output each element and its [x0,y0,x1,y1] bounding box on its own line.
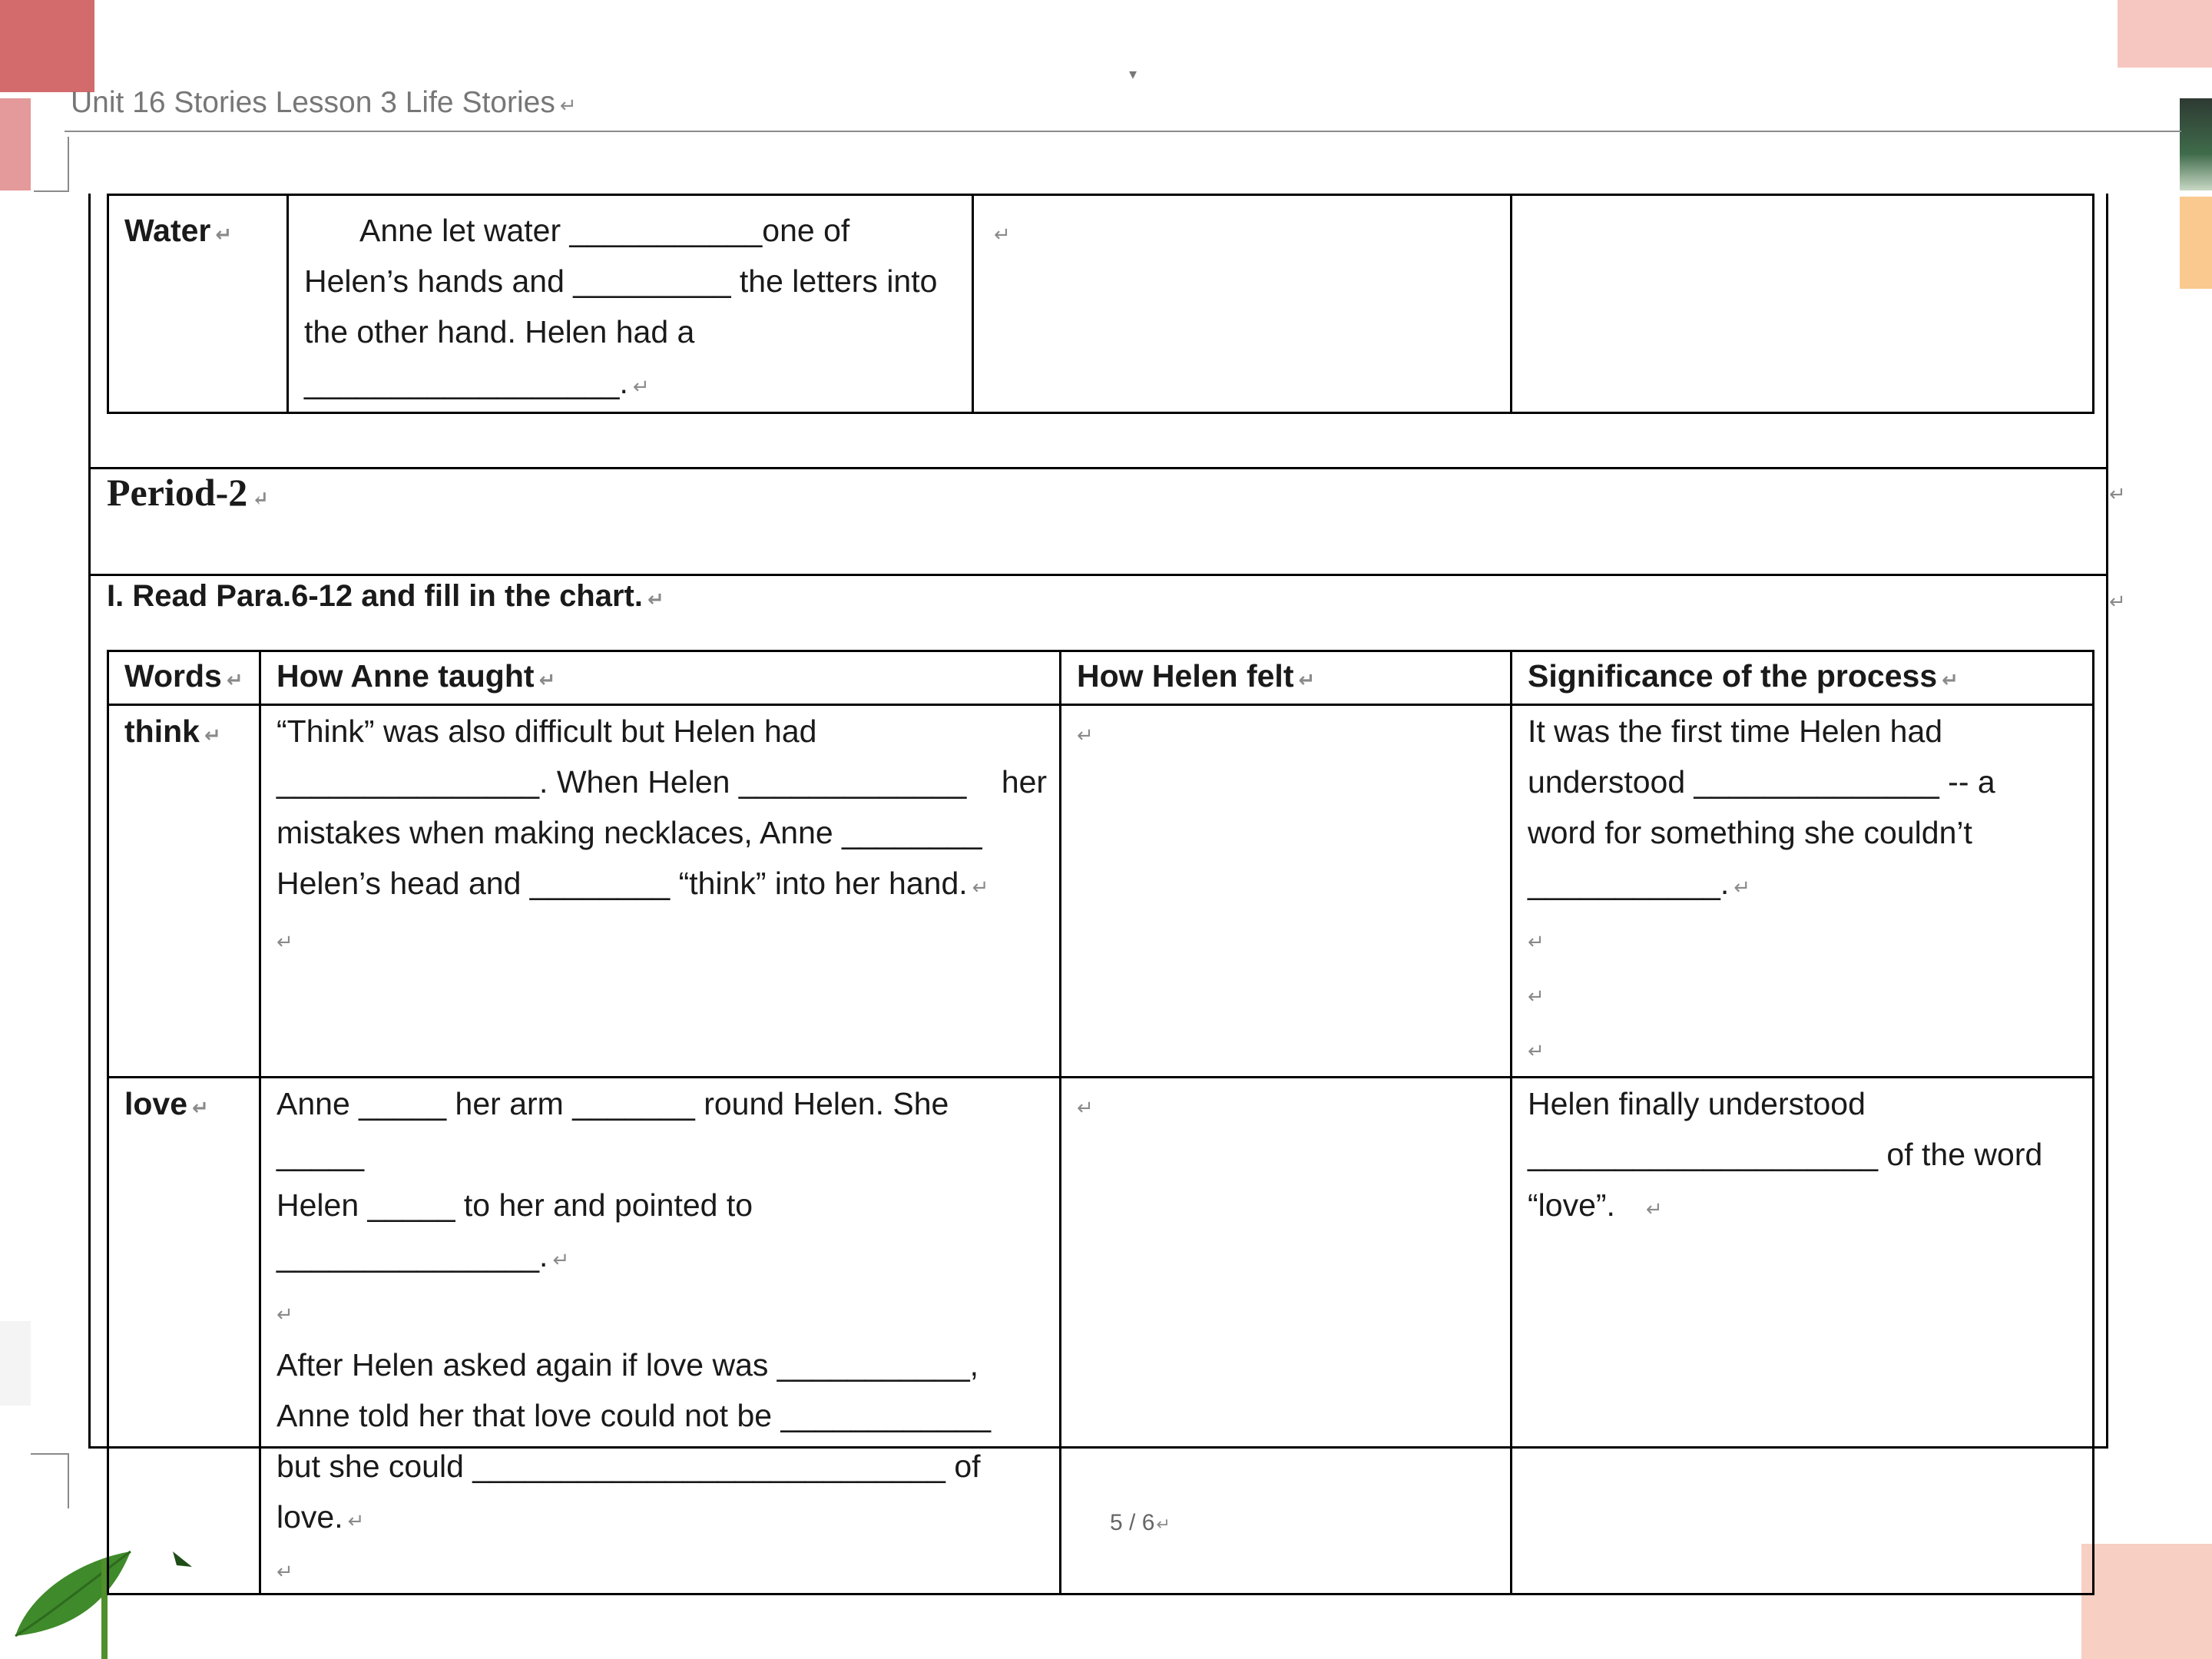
text-line: After Helen asked again if love was ___________, [276,1347,979,1382]
table-row [108,1078,2094,1594]
row-mark-icon: ↵ [2109,482,2126,505]
text-line: mistakes when making necklaces, Anne ________ [276,815,982,850]
header-rule [65,131,2181,132]
section-heading-text: I. Read Para.6-12 and fill in the chart. [107,579,643,613]
section-heading [107,579,664,614]
section-divider [88,467,2108,469]
page-header [71,86,577,120]
decorative-corner-top-left [0,0,94,92]
header-text: How Anne taught [276,658,535,694]
header-title: Unit 16 Stories Lesson 3 Life Stories [71,86,555,119]
text-line: understood ______________ -- a [1528,764,1995,800]
empty-line [276,1285,1044,1339]
text-line [276,858,1044,912]
ruler-tick-icon: ▾ [1129,66,1137,83]
text-line-content: Helen’s head and ________ “think” into her hand. [276,866,968,901]
cell-mark-icon: ↵ [1942,668,1959,691]
cell-mark-icon: ↵ [552,1248,570,1271]
word-label: think [124,714,200,749]
empty-line [276,912,1044,967]
cell-mark-icon: ↵ [1645,1197,1663,1220]
significance-cell [1512,195,2094,413]
text-line: “Think” was also difficult but Helen had [276,714,817,749]
empty-line [1528,1022,2077,1076]
word-cell [108,705,260,1078]
cell-mark-icon: ↵ [1077,1096,1094,1119]
how-helen-felt-cell [1061,705,1512,1078]
column-header-how-anne-taught [260,651,1061,705]
cell-mark-icon: ↵ [204,724,221,747]
water-table [107,194,2094,414]
cell-mark-icon: ↵ [1528,930,1545,953]
text-line: word for something she couldn’t [1528,815,1972,850]
text-line [276,1230,1044,1285]
cell-mark-icon: ↵ [276,1303,293,1326]
row-mark-icon: ↵ [2109,590,2126,613]
header-text: How Helen felt [1077,658,1294,694]
text-line-content: _______________. [276,1238,548,1273]
cell-mark-icon: ↵ [215,223,233,246]
significance-cell [1512,705,2094,1078]
crop-mark-top-left [34,137,69,192]
text-line-content: “love”. [1528,1187,1615,1223]
decorative-block-right [2180,197,2212,289]
word-cell [108,1078,260,1594]
column-header-words [108,651,260,705]
header-text: Significance of the process [1528,658,1938,694]
paragraph-mark-icon: ↵ [559,94,577,117]
word-label: love [124,1086,188,1121]
text-line: Anne _____ her arm _______ round Helen. She _____ [276,1086,949,1172]
column-header-significance [1512,651,2094,705]
paragraph-mark-icon: ↵ [1156,1515,1171,1534]
text-line-content: ___________. [1528,866,1730,901]
cell-mark-icon: ↵ [1528,985,1545,1008]
text-line: Helen finally understood [1528,1086,1866,1121]
text-line [1528,1180,2077,1234]
page-number-text: 5 / 6 [1110,1510,1155,1535]
empty-line [276,1546,1044,1593]
word-label: Water [124,213,211,248]
paragraph-mark-icon: ↵ [647,588,664,611]
section-divider [88,574,2108,576]
cell-mark-icon: ↵ [1528,1039,1545,1062]
cell-mark-icon: ↵ [632,375,650,398]
table-row [108,705,2094,1078]
table-header-row [108,651,2094,705]
cell-mark-icon: ↵ [538,668,556,691]
decorative-photo-strip [2180,98,2212,190]
cell-mark-icon: ↵ [1077,724,1094,747]
text-line [304,357,956,412]
text-line-content: __________________. [304,365,628,400]
decorative-corner-top-right [2118,0,2212,68]
empty-line [1528,967,2077,1022]
cell-mark-icon: ↵ [347,1509,365,1532]
word-cell [108,195,288,413]
cell-mark-icon: ↵ [276,930,293,953]
cell-mark-icon: ↵ [972,876,989,899]
paragraph-mark-icon: ↵ [252,488,270,510]
text-line: Anne let water ___________one of [359,213,850,248]
text-line: the other hand. Helen had a [304,314,695,349]
cell-mark-icon: ↵ [1734,876,1751,899]
page-number [1110,1510,1171,1536]
how-anne-taught-cell [260,705,1061,1078]
crop-mark-bottom-left [31,1453,69,1508]
significance-cell [1512,1078,2094,1594]
text-line-content: but she could ___________________________ of love. [276,1449,981,1535]
table-row [108,195,2094,413]
decorative-block-left-lower [0,1321,31,1406]
decorative-corner-bottom-right [2081,1544,2212,1659]
text-line: _______________. When Helen _____________ her [276,764,1048,800]
text-line: Anne told her that love could not be ____________ [276,1398,992,1433]
empty-line [1528,912,2077,967]
how-helen-felt-cell [973,195,1512,413]
column-header-how-helen-felt [1061,651,1512,705]
cell-mark-icon: ↵ [276,1560,293,1583]
cell-mark-icon: ↵ [1298,668,1316,691]
how-anne-taught-cell [288,195,973,413]
text-line [1528,858,2077,912]
reading-chart-table [107,650,2094,1595]
cell-mark-icon: ↵ [994,223,1011,246]
decorative-block-left [0,98,31,190]
header-text: Words [124,658,222,694]
period-title-text: Period-2 [107,471,248,514]
text-line: Helen _____ to her and pointed to [276,1187,753,1223]
text-line [276,1441,1044,1546]
cell-mark-icon: ↵ [192,1096,209,1119]
text-line: Helen’s hands and _________ the letters into [304,263,938,299]
text-line: It was the first time Helen had [1528,714,1943,749]
how-anne-taught-cell [260,1078,1061,1594]
period-title [107,470,269,515]
text-line: ____________________ of the word [1528,1137,2043,1172]
cell-mark-icon: ↵ [226,668,243,691]
